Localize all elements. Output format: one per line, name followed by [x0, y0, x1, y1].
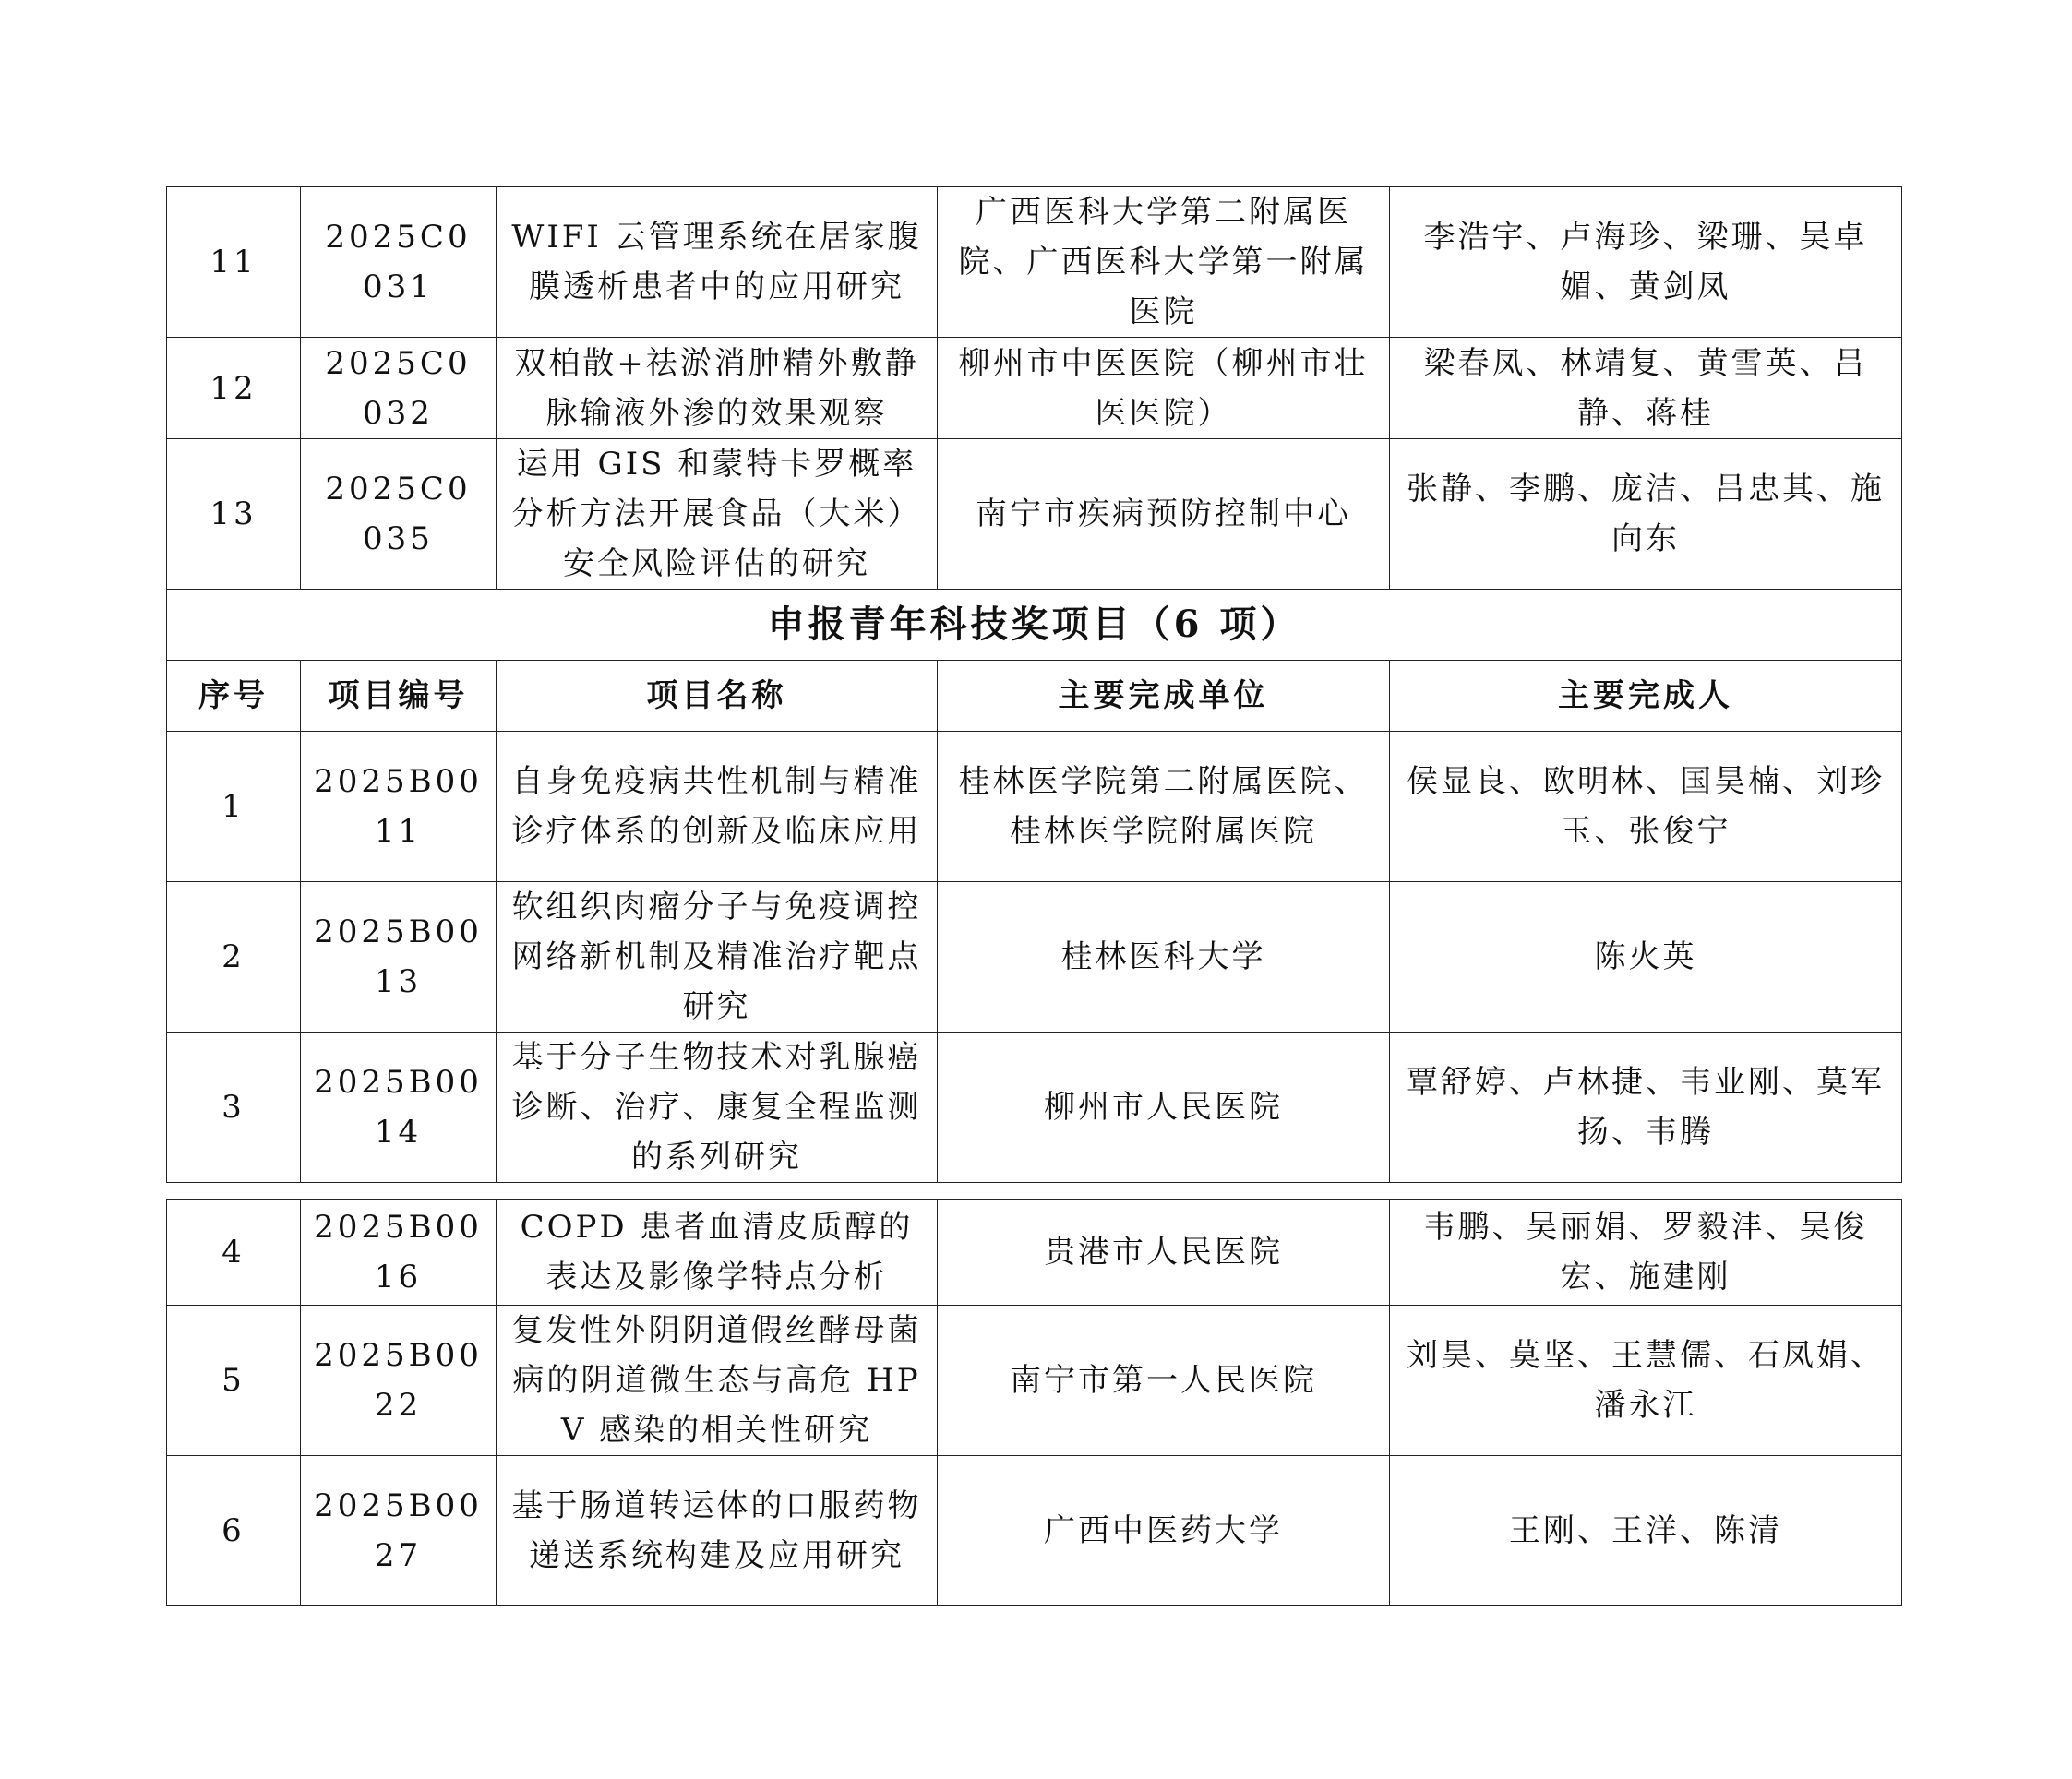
section-title-row	[167, 590, 1902, 661]
project-code-cell: 2025C0031	[301, 187, 497, 338]
table-row	[167, 338, 1902, 439]
table-row	[167, 1306, 1902, 1456]
unit-cell: 广西中医药大学	[938, 1456, 1390, 1606]
seq-cell: 13	[167, 439, 301, 590]
seq-cell: 4	[167, 1200, 301, 1306]
unit-cell: 柳州市中医医院（柳州市壮医医院）	[938, 338, 1390, 439]
project-code-cell: 2025B0022	[301, 1306, 497, 1456]
project-name-cell: 双柏散+祛淤消肿精外敷静脉输液外渗的效果观察	[497, 338, 938, 439]
people-cell: 王刚、王洋、陈清	[1390, 1456, 1902, 1606]
unit-cell: 桂林医学院第二附属医院、桂林医学院附属医院	[938, 732, 1390, 882]
people-cell: 覃舒婷、卢林捷、韦业刚、莫军扬、韦腾	[1390, 1033, 1902, 1183]
table-row	[167, 1200, 1902, 1306]
seq-cell: 12	[167, 338, 301, 439]
project-code-cell: 2025C0032	[301, 338, 497, 439]
seq-cell: 6	[167, 1456, 301, 1606]
table-header-row	[167, 661, 1902, 732]
table-row	[167, 1456, 1902, 1606]
header-unit: 主要完成单位	[938, 661, 1390, 732]
people-cell: 陈火英	[1390, 882, 1902, 1033]
project-code-cell: 2025B0027	[301, 1456, 497, 1606]
unit-cell: 贵港市人民医院	[938, 1200, 1390, 1306]
project-name-cell: COPD 患者血清皮质醇的表达及影像学特点分析	[497, 1200, 938, 1306]
people-cell: 李浩宇、卢海珍、梁珊、吴卓媚、黄剑凤	[1390, 187, 1902, 338]
seq-cell: 11	[167, 187, 301, 338]
project-name-cell: 软组织肉瘤分子与免疫调控网络新机制及精准治疗靶点研究	[497, 882, 938, 1033]
table-row	[167, 187, 1902, 338]
seq-cell: 1	[167, 732, 301, 882]
project-name-cell: 基于分子生物技术对乳腺癌诊断、治疗、康复全程监测的系列研究	[497, 1033, 938, 1183]
people-cell: 张静、李鹏、庞洁、吕忠其、施向东	[1390, 439, 1902, 590]
unit-cell: 南宁市第一人民医院	[938, 1306, 1390, 1456]
header-people: 主要完成人	[1390, 661, 1902, 732]
project-code-cell: 2025B0011	[301, 732, 497, 882]
people-cell: 梁春凤、林靖复、黄雪英、吕静、蒋桂	[1390, 338, 1902, 439]
project-name-cell: 运用 GIS 和蒙特卡罗概率分析方法开展食品（大米）安全风险评估的研究	[497, 439, 938, 590]
header-name: 项目名称	[497, 661, 938, 732]
project-name-cell: 自身免疫病共性机制与精准诊疗体系的创新及临床应用	[497, 732, 938, 882]
project-code-cell: 2025B0013	[301, 882, 497, 1033]
seq-cell: 2	[167, 882, 301, 1033]
unit-cell: 南宁市疾病预防控制中心	[938, 439, 1390, 590]
awards-table-part-2	[166, 1199, 1902, 1606]
table-row	[167, 732, 1902, 882]
table-row	[167, 882, 1902, 1033]
people-cell: 韦鹏、吴丽娟、罗毅沣、吴俊宏、施建刚	[1390, 1200, 1902, 1306]
project-name-cell: 复发性外阴阴道假丝酵母菌病的阴道微生态与高危 HPV 感染的相关性研究	[497, 1306, 938, 1456]
unit-cell: 柳州市人民医院	[938, 1033, 1390, 1183]
table-row	[167, 439, 1902, 590]
header-code: 项目编号	[301, 661, 497, 732]
project-code-cell: 2025C0035	[301, 439, 497, 590]
unit-cell: 广西医科大学第二附属医院、广西医科大学第一附属医院	[938, 187, 1390, 338]
table-row	[167, 1033, 1902, 1183]
project-name-cell: WIFI 云管理系统在居家腹膜透析患者中的应用研究	[497, 187, 938, 338]
section-title: 申报青年科技奖项目（6 项）	[167, 590, 1902, 661]
seq-cell: 5	[167, 1306, 301, 1456]
seq-cell: 3	[167, 1033, 301, 1183]
awards-table-part-1	[166, 186, 1902, 1183]
project-name-cell: 基于肠道转运体的口服药物递送系统构建及应用研究	[497, 1456, 938, 1606]
project-code-cell: 2025B0014	[301, 1033, 497, 1183]
people-cell: 侯显良、欧明林、国昊楠、刘珍玉、张俊宁	[1390, 732, 1902, 882]
unit-cell: 桂林医科大学	[938, 882, 1390, 1033]
project-code-cell: 2025B0016	[301, 1200, 497, 1306]
people-cell: 刘昊、莫坚、王慧儒、石凤娟、潘永江	[1390, 1306, 1902, 1456]
header-seq: 序号	[167, 661, 301, 732]
